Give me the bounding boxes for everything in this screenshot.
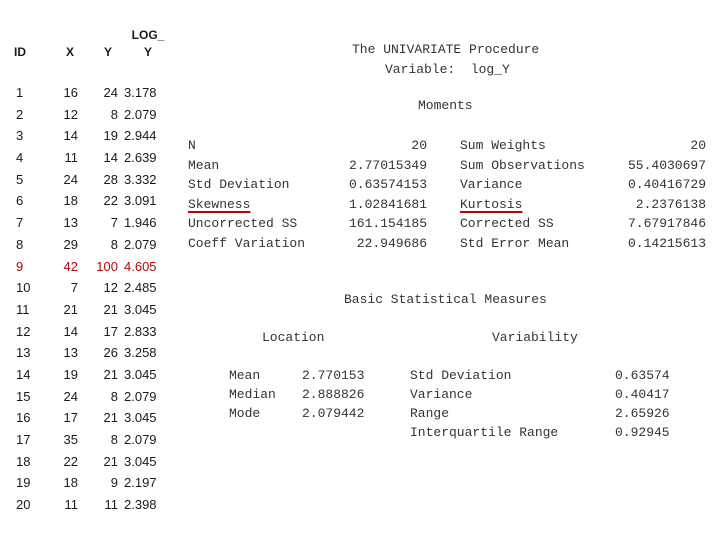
cell-y: 8 xyxy=(110,106,118,122)
moment-label: Variance xyxy=(460,177,523,192)
cell-y: 21 xyxy=(103,453,118,469)
table-row xyxy=(10,234,170,256)
moment-value: 2.2376138 xyxy=(635,196,706,212)
moment-label: Skewness xyxy=(188,196,251,212)
cell-log-y: 3.045 xyxy=(124,453,157,469)
cell-y: 26 xyxy=(103,345,118,361)
moment-label: Uncorrected SS xyxy=(188,216,298,231)
cell-log-y: 3.045 xyxy=(124,301,157,317)
header-x: X xyxy=(65,45,74,59)
variability-value: 0.63574 xyxy=(615,368,670,383)
cell-id: 6 xyxy=(16,193,24,209)
table-row xyxy=(10,321,170,343)
variability-label: Variance xyxy=(410,387,473,402)
cell-log-y: 2.079 xyxy=(124,236,157,252)
location-label: Mode xyxy=(229,406,261,421)
cell-x: 13 xyxy=(63,215,78,231)
cell-log-y: 2.197 xyxy=(124,475,157,491)
moment-value: 1.02841681 xyxy=(348,196,427,212)
cell-y: 21 xyxy=(103,301,118,317)
cell-log-y: 2.833 xyxy=(124,323,157,339)
cell-id: 5 xyxy=(16,171,24,187)
cell-id: 20 xyxy=(16,497,31,513)
cell-id: 17 xyxy=(16,432,31,447)
moment-label: Std Error Mean xyxy=(460,235,570,251)
cell-id: 1 xyxy=(16,85,24,100)
moment-value: 0.14215613 xyxy=(627,235,706,251)
variability-label: Std Deviation xyxy=(410,368,512,383)
cell-id: 3 xyxy=(16,128,24,144)
table-row xyxy=(10,364,170,386)
cell-x: 7 xyxy=(70,280,78,296)
cell-id: 13 xyxy=(16,345,31,361)
cell-log-y: 3.178 xyxy=(124,85,157,100)
moment-value: 2.77015349 xyxy=(348,157,427,173)
table-row xyxy=(10,494,170,516)
variability-value: 2.65926 xyxy=(615,406,670,421)
cell-y: 21 xyxy=(103,410,118,426)
cell-id: 2 xyxy=(16,106,24,122)
cell-id: 15 xyxy=(16,388,31,404)
moment-label: Corrected SS xyxy=(460,216,554,231)
cell-log-y: 3.258 xyxy=(124,345,157,361)
location-value: 2.770153 xyxy=(302,368,365,383)
cell-log-y: 2.079 xyxy=(124,106,157,122)
moment-label: Std Deviation xyxy=(188,177,290,192)
moments-title: Moments xyxy=(418,98,473,113)
table-row xyxy=(10,212,170,234)
cell-id: 19 xyxy=(16,475,31,491)
data-table xyxy=(10,24,170,513)
cell-log-y: 2.639 xyxy=(124,150,157,166)
cell-log-y: 2.485 xyxy=(124,280,157,296)
table-row xyxy=(10,472,170,494)
cell-log-y: 2.079 xyxy=(124,432,157,447)
cell-x: 24 xyxy=(63,171,78,187)
table-row xyxy=(10,407,170,429)
variability-label: Interquartile Range xyxy=(410,425,559,440)
variability-value: 0.40417 xyxy=(615,387,670,402)
cell-log-y: 2.944 xyxy=(124,128,157,144)
cell-log-y: 2.079 xyxy=(124,388,157,404)
cell-id: 9 xyxy=(16,258,24,274)
variability-header: Variability xyxy=(492,330,578,345)
cell-log-y: 4.605 xyxy=(124,258,157,274)
cell-y: 9 xyxy=(110,475,118,491)
cell-log-y: 3.045 xyxy=(124,410,157,426)
table-row xyxy=(10,386,170,408)
cell-y: 8 xyxy=(110,432,118,447)
moment-value: 7.67917846 xyxy=(627,216,706,231)
table-row xyxy=(10,299,170,321)
cell-x: 21 xyxy=(63,301,78,317)
cell-y: 14 xyxy=(103,150,118,166)
table-row xyxy=(10,190,170,212)
cell-y: 7 xyxy=(110,215,118,231)
header-log-line2: Y xyxy=(143,45,152,59)
cell-id: 11 xyxy=(16,301,30,317)
cell-y: 8 xyxy=(110,388,118,404)
cell-log-y: 1.946 xyxy=(124,215,157,231)
table-row xyxy=(10,429,170,451)
cell-x: 16 xyxy=(63,85,78,100)
cell-y: 8 xyxy=(110,236,118,252)
cell-x: 19 xyxy=(63,366,78,382)
variability-label: Range xyxy=(410,406,450,421)
cell-y: 12 xyxy=(103,280,118,296)
moment-label: Kurtosis xyxy=(460,196,523,212)
cell-id: 16 xyxy=(16,410,31,426)
moment-value: 20 xyxy=(690,138,706,153)
basic-measures-title: Basic Statistical Measures xyxy=(344,292,547,307)
cell-y: 100 xyxy=(96,258,118,274)
moment-value: 55.4030697 xyxy=(627,157,706,173)
header-y: Y xyxy=(103,45,112,59)
cell-id: 10 xyxy=(16,280,31,296)
table-row xyxy=(10,169,170,191)
table-row xyxy=(10,342,170,364)
moment-label: Mean xyxy=(188,157,220,173)
procedure-title: The UNIVARIATE Procedure xyxy=(352,42,540,57)
cell-y: 24 xyxy=(103,85,118,100)
cell-x: 14 xyxy=(63,128,78,144)
cell-id: 4 xyxy=(16,150,24,166)
table-row xyxy=(10,125,170,147)
moment-value: 0.40416729 xyxy=(627,177,706,192)
moment-label: N xyxy=(188,138,196,153)
cell-log-y: 2.398 xyxy=(124,497,157,513)
cell-id: 14 xyxy=(16,366,31,382)
moment-label: Sum Weights xyxy=(460,138,546,153)
table-row xyxy=(10,277,170,299)
cell-x: 29 xyxy=(63,236,78,252)
table-row xyxy=(10,147,170,169)
moment-label: Coeff Variation xyxy=(188,235,306,251)
moment-value: 161.154185 xyxy=(348,216,427,231)
cell-x: 35 xyxy=(63,432,78,447)
variable-label: Variable: log_Y xyxy=(385,62,510,77)
cell-x: 11 xyxy=(64,497,78,513)
cell-x: 17 xyxy=(63,410,78,426)
cell-y: 19 xyxy=(103,128,118,144)
cell-id: 8 xyxy=(16,236,24,252)
cell-log-y: 3.091 xyxy=(124,193,157,209)
cell-x: 13 xyxy=(63,345,78,361)
location-label: Median xyxy=(229,387,276,402)
header-log-line1: LOG_ xyxy=(131,28,165,42)
moment-value: 0.63574153 xyxy=(348,177,427,192)
header-id: ID xyxy=(14,45,26,59)
table-body xyxy=(10,82,170,516)
cell-id: 12 xyxy=(16,323,31,339)
table-row xyxy=(10,256,170,278)
location-header: Location xyxy=(262,330,325,345)
moment-value: 22.949686 xyxy=(356,235,427,251)
table-header xyxy=(10,24,170,62)
cell-log-y: 3.045 xyxy=(124,366,157,382)
cell-x: 12 xyxy=(63,106,78,122)
location-value: 2.079442 xyxy=(302,406,365,421)
cell-x: 14 xyxy=(63,323,78,339)
cell-y: 22 xyxy=(103,193,118,209)
cell-y: 21 xyxy=(103,366,118,382)
table-row xyxy=(10,104,170,126)
cell-id: 7 xyxy=(16,215,24,231)
variability-value: 0.92945 xyxy=(615,425,670,440)
cell-y: 17 xyxy=(103,323,118,339)
cell-x: 18 xyxy=(63,475,78,491)
cell-log-y: 3.332 xyxy=(124,171,157,187)
location-label: Mean xyxy=(229,368,261,383)
cell-y: 28 xyxy=(103,171,118,187)
cell-y: 11 xyxy=(104,497,118,513)
table-row xyxy=(10,451,170,473)
moment-value: 20 xyxy=(411,138,427,153)
cell-x: 42 xyxy=(63,258,78,274)
cell-id: 18 xyxy=(16,453,31,469)
moment-label: Sum Observations xyxy=(460,157,585,173)
cell-x: 18 xyxy=(63,193,78,209)
cell-x: 22 xyxy=(63,453,78,469)
location-value: 2.888826 xyxy=(302,387,365,402)
cell-x: 24 xyxy=(63,388,78,404)
table-row xyxy=(10,82,170,104)
cell-x: 11 xyxy=(64,150,78,166)
